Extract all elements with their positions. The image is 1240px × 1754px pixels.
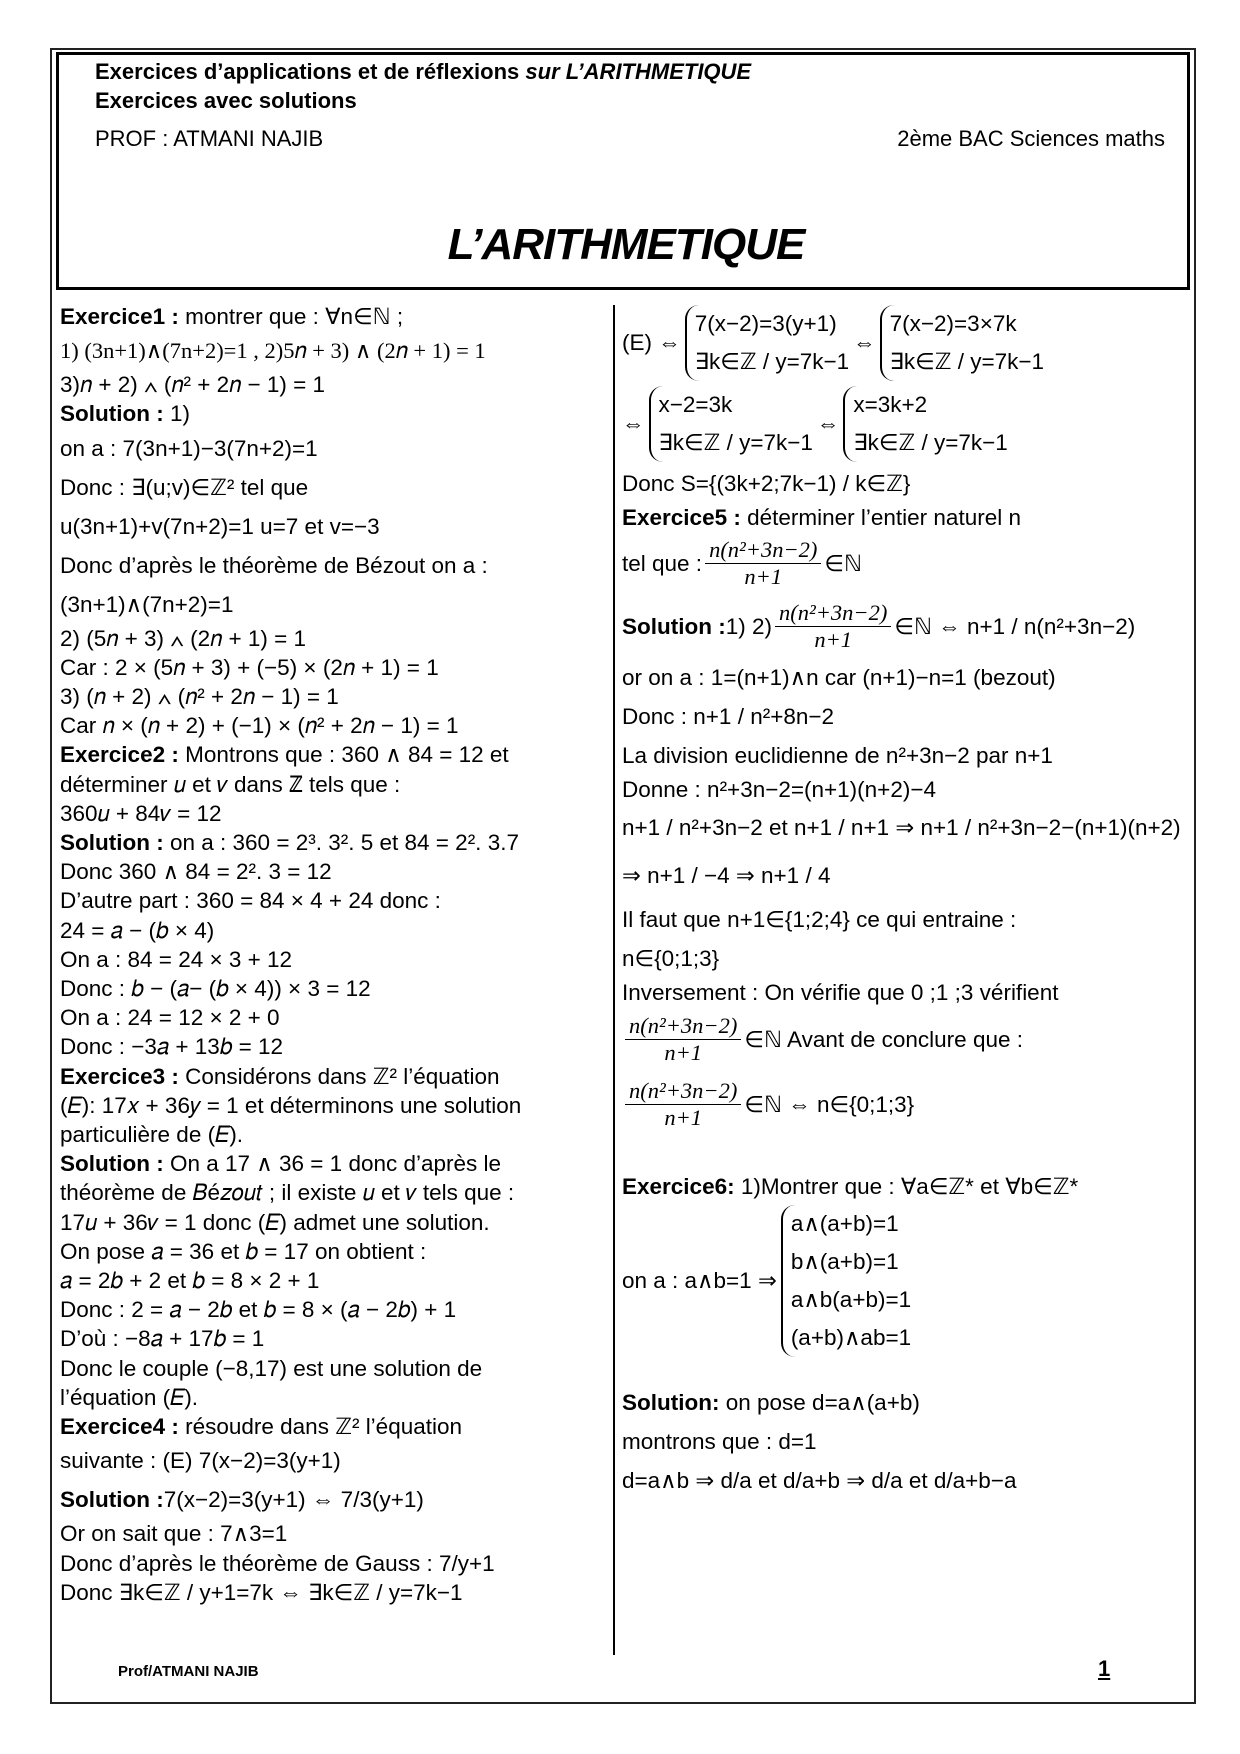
solution2-text: on a : 360 = 2³. 3². 5 et 84 = 2². 3.7 [163, 830, 519, 856]
line-l19: (𝐸): 17𝑥 + 36𝑦 = 1 et déterminons une solution [60, 1092, 522, 1118]
fraction-numerator: n(n²+3n−2) [775, 600, 891, 627]
line-l3: u(3n+1)+v(7n+2)=1 u=7 et v=−3 [60, 513, 380, 539]
line-l31: Donc d’après le théorème de Gauss : 7/y+1 [60, 1550, 495, 1576]
exercise2-text: Montrons que : 360 ∧ 84 = 12 et [178, 742, 509, 768]
r2-system-b [843, 386, 1007, 462]
r16-post: ∈ℕ ⇔ n∈{0;1;3} [744, 1092, 915, 1117]
r4-in-n: ∈ℕ [824, 550, 863, 576]
r2-mid: ⇔ [816, 411, 840, 437]
r3-solution-set: Donc S={(3k+2;7k−1) / k∈ℤ} [622, 471, 911, 496]
header-line1-italic: sur L’ARITHMETIQUE [525, 59, 752, 84]
exercise5-label: Exercice5 : [622, 505, 741, 530]
line-l2: Donc : ∃(u;v)∈ℤ² tel que [60, 474, 309, 500]
r17-pre: on a : a∧b=1 ⇒ [622, 1268, 777, 1294]
exercise1-text: montrer que : ∀n∈ℕ ; [178, 304, 404, 329]
fraction-numerator: n(n²+3n−2) [705, 537, 821, 564]
line-r11: ⇒ n+1 / −4 ⇒ n+1 / 4 [622, 863, 831, 889]
r1-system-b-line1: 7(x−2)=3×7k [889, 311, 1017, 336]
line-l13: D’autre part : 360 = 84 × 4 + 24 donc : [60, 888, 441, 914]
exercise4-label: Exercice4 : [60, 1414, 179, 1440]
line-l5: (3n+1)∧(7n+2)=1 [60, 591, 234, 617]
solution2-label: Solution : [60, 830, 164, 856]
line-r9: Donne : n²+3n−2=(n+1)(n+2)−4 [622, 777, 936, 803]
line-r6: or on a : 1=(n+1)∧n car (n+1)−n=1 (bezout) [622, 665, 1056, 691]
exercise1-q12: 1) (3n+1)∧(7n+2)=1 , 2)5𝑛 + 3) ∧ (2𝑛 + 1) = 1 [60, 338, 486, 364]
line-l6: 2) (5𝑛 + 3) ∧ (2𝑛 + 1) = 1 [60, 625, 307, 651]
solution1-text: 1) [163, 401, 190, 427]
header-box [56, 52, 1190, 290]
line-r13: n∈{0;1;3} [622, 946, 720, 972]
header-prof: PROF : ATMANI NAJIB [95, 126, 324, 151]
r2-system-b-line2: ∃k∈ℤ / y=7k−1 [853, 430, 1008, 455]
r17-system-line1: a∧(a+b)=1 [790, 1210, 899, 1236]
solution4-text: 7(x−2)=3(y+1) ⇔ 7/3(y+1) [163, 1487, 424, 1513]
solution6-label: Solution: [622, 1389, 720, 1415]
line-l9: Car 𝑛 × (𝑛 + 2) + (−1) × (𝑛² + 2𝑛 − 1) = 1 [60, 713, 459, 739]
r15-post: ∈ℕ Avant de conclure que : [744, 1027, 1023, 1052]
line-l30: Or on sait que : 7∧3=1 [60, 1521, 288, 1547]
r5-row [622, 594, 1182, 658]
line-l28: l’équation (𝐸). [60, 1384, 199, 1410]
line-l27: Donc le couple (−8,17) est une solution de [60, 1355, 483, 1381]
exercise6-label: Exercice6: [622, 1173, 735, 1199]
r17-system [781, 1205, 911, 1357]
page-number: 1 [1098, 1656, 1111, 1681]
solution4-label: Solution : [60, 1487, 164, 1513]
fraction-denominator: n+1 [814, 626, 853, 652]
left-column [60, 302, 608, 1607]
r2-row [622, 384, 1182, 464]
line-l10: déterminer 𝑢 et 𝑣 dans ℤ tels que : [60, 771, 401, 797]
r16-row [622, 1072, 1182, 1138]
line-l15: On a : 84 = 24 × 3 + 12 [60, 946, 293, 972]
solution6-text: on pose d=a∧(a+b) [719, 1389, 920, 1415]
header-level: 2ème BAC Sciences maths [897, 126, 1165, 151]
r5-post: ∈ℕ ⇔ n+1 / n(n²+3n−2) [894, 613, 1136, 639]
exercise1-q3: 3)𝑛 + 2) ∧ (𝑛² + 2𝑛 − 1) = 1 [60, 372, 326, 398]
line-l23: On pose 𝑎 = 36 et 𝑏 = 17 on obtient : [60, 1238, 427, 1264]
r1-pre: (E) ⇔ [622, 330, 681, 356]
solution3-text: On a 17 ∧ 36 = 1 donc d’après le [163, 1151, 502, 1177]
exercise3-text: Considérons dans ℤ² l’équation [178, 1063, 500, 1089]
line-l26: D’où : −8𝑎 + 17𝑏 = 1 [60, 1326, 265, 1352]
r17-row [622, 1201, 1182, 1361]
line-l25: Donc : 2 = 𝑎 − 2𝑏 et 𝑏 = 8 × (𝑎 − 2𝑏) + 1 [60, 1297, 457, 1323]
r17-system-line4: (a+b)∧ab=1 [790, 1324, 912, 1350]
solution5-label: Solution : [622, 613, 726, 639]
column-divider [613, 305, 615, 1655]
r17-system-line3: a∧b(a+b)=1 [790, 1286, 912, 1312]
r2-system-a-line2: ∃k∈ℤ / y=7k−1 [658, 430, 813, 455]
line-l8: 3) (𝑛 + 2) ∧ (𝑛² + 2𝑛 − 1) = 1 [60, 684, 339, 710]
fraction-numerator: n(n²+3n−2) [625, 1078, 741, 1105]
header-line1 [95, 59, 751, 85]
line-l17: On a : 24 = 12 × 2 + 0 [60, 1005, 280, 1031]
r16-fraction [625, 1078, 741, 1131]
r17-system-line2: b∧(a+b)=1 [790, 1248, 899, 1274]
fraction-denominator: n+1 [744, 563, 783, 589]
exercise3-label: Exercice3 : [60, 1063, 179, 1089]
exercise5-text: déterminer l’entier naturel n [740, 505, 1021, 530]
fraction-denominator: n+1 [664, 1105, 703, 1131]
line-l21: théorème de 𝐵é𝑧𝑜𝑢𝑡 ; il existe 𝑢 et 𝑣 tels que : [60, 1180, 515, 1206]
line-l1: on a : 7(3n+1)−3(7n+2)=1 [60, 435, 318, 461]
r15-fraction [625, 1013, 741, 1066]
solution3-label: Solution : [60, 1151, 164, 1177]
page-title: L’ARITHMETIQUE [447, 220, 805, 269]
r15-row [622, 1008, 1182, 1072]
line-l20: particulière de (𝐸). [60, 1122, 244, 1148]
footer-author: Prof/ATMANI NAJIB [118, 1663, 259, 1680]
exercise1-label: Exercice1 : [60, 304, 179, 329]
line-r19: d=a∧b ⇒ d/a et d/a+b ⇒ d/a et d/a+b−a [622, 1467, 1017, 1493]
line-l16: Donc : 𝑏 − (𝑎− (𝑏 × 4)) × 3 = 12 [60, 976, 371, 1002]
header-line1-text: Exercices d’applications et de réflexions [95, 59, 526, 84]
r1-row [622, 302, 1182, 384]
r2-pre: ⇔ [622, 411, 645, 437]
r2-system-a-line1: x−2=3k [658, 392, 733, 417]
r4-row [622, 532, 1182, 594]
solution5-text: 1) 2) [725, 613, 772, 639]
line-r8: La division euclidienne de n²+3n−2 par n+1 [622, 743, 1053, 769]
r1-mid: ⇔ [853, 330, 876, 356]
line-r7: Donc : n+1 / n²+8n−2 [622, 704, 835, 730]
line-l29: suivante : (E) 7(x−2)=3(y+1) [60, 1448, 341, 1474]
line-r14: Inversement : On vérifie que 0 ;1 ;3 vérifient [622, 980, 1059, 1006]
r1-system-a-line2: ∃k∈ℤ / y=7k−1 [694, 349, 850, 374]
exercise4-text: résoudre dans ℤ² l’équation [178, 1414, 463, 1440]
line-r12: Il faut que n+1∈{1;2;4} ce qui entraine : [622, 907, 1017, 933]
line-l22: 17𝑢 + 36𝑣 = 1 donc (𝐸) admet une solution. [60, 1209, 490, 1235]
r4-fraction [705, 537, 821, 590]
line-l24: 𝑎 = 2𝑏 + 2 et 𝑏 = 8 × 2 + 1 [60, 1268, 320, 1294]
line-l14: 24 = 𝑎 − (𝑏 × 4) [60, 917, 215, 943]
exercise6-text: 1)Montrer que : ∀a∈ℤ* et ∀b∈ℤ* [734, 1173, 1079, 1199]
line-r18: montrons que : d=1 [622, 1428, 817, 1454]
exercise2-label: Exercice2 : [60, 742, 179, 768]
r1-system-a [685, 305, 849, 381]
r1-system-a-line1: 7(x−2)=3(y+1) [694, 311, 837, 336]
r5-fraction [775, 600, 891, 653]
line-l32: Donc ∃k∈ℤ / y+1=7k ⇔ ∃k∈ℤ / y=7k−1 [60, 1579, 463, 1605]
solution1-label: Solution : [60, 401, 164, 427]
r4-pre: tel que : [622, 550, 703, 576]
line-l18: Donc : −3𝑎 + 13𝑏 = 12 [60, 1034, 284, 1060]
fraction-denominator: n+1 [664, 1040, 703, 1066]
line-r10: n+1 / n²+3n−2 et n+1 / n+1 ⇒ n+1 / n²+3n−2−(n+1)(n+2) [622, 815, 1181, 841]
header-line2: Exercices avec solutions [95, 88, 357, 113]
r1-system-b [880, 305, 1044, 381]
line-l4: Donc d’après le théorème de Bézout on a : [60, 552, 488, 578]
line-l7: Car : 2 × (5𝑛 + 3) + (−5) × (2𝑛 + 1) = 1 [60, 654, 439, 680]
fraction-numerator: n(n²+3n−2) [625, 1013, 741, 1040]
line-l11: 360𝑢 + 84𝑣 = 12 [60, 800, 222, 826]
r1-system-b-line2: ∃k∈ℤ / y=7k−1 [889, 349, 1045, 374]
right-column [622, 302, 1182, 1500]
line-l12: Donc 360 ∧ 84 = 2². 3 = 12 [60, 859, 332, 885]
r2-system-b-line1: x=3k+2 [853, 392, 928, 417]
r2-system-a [649, 386, 813, 462]
